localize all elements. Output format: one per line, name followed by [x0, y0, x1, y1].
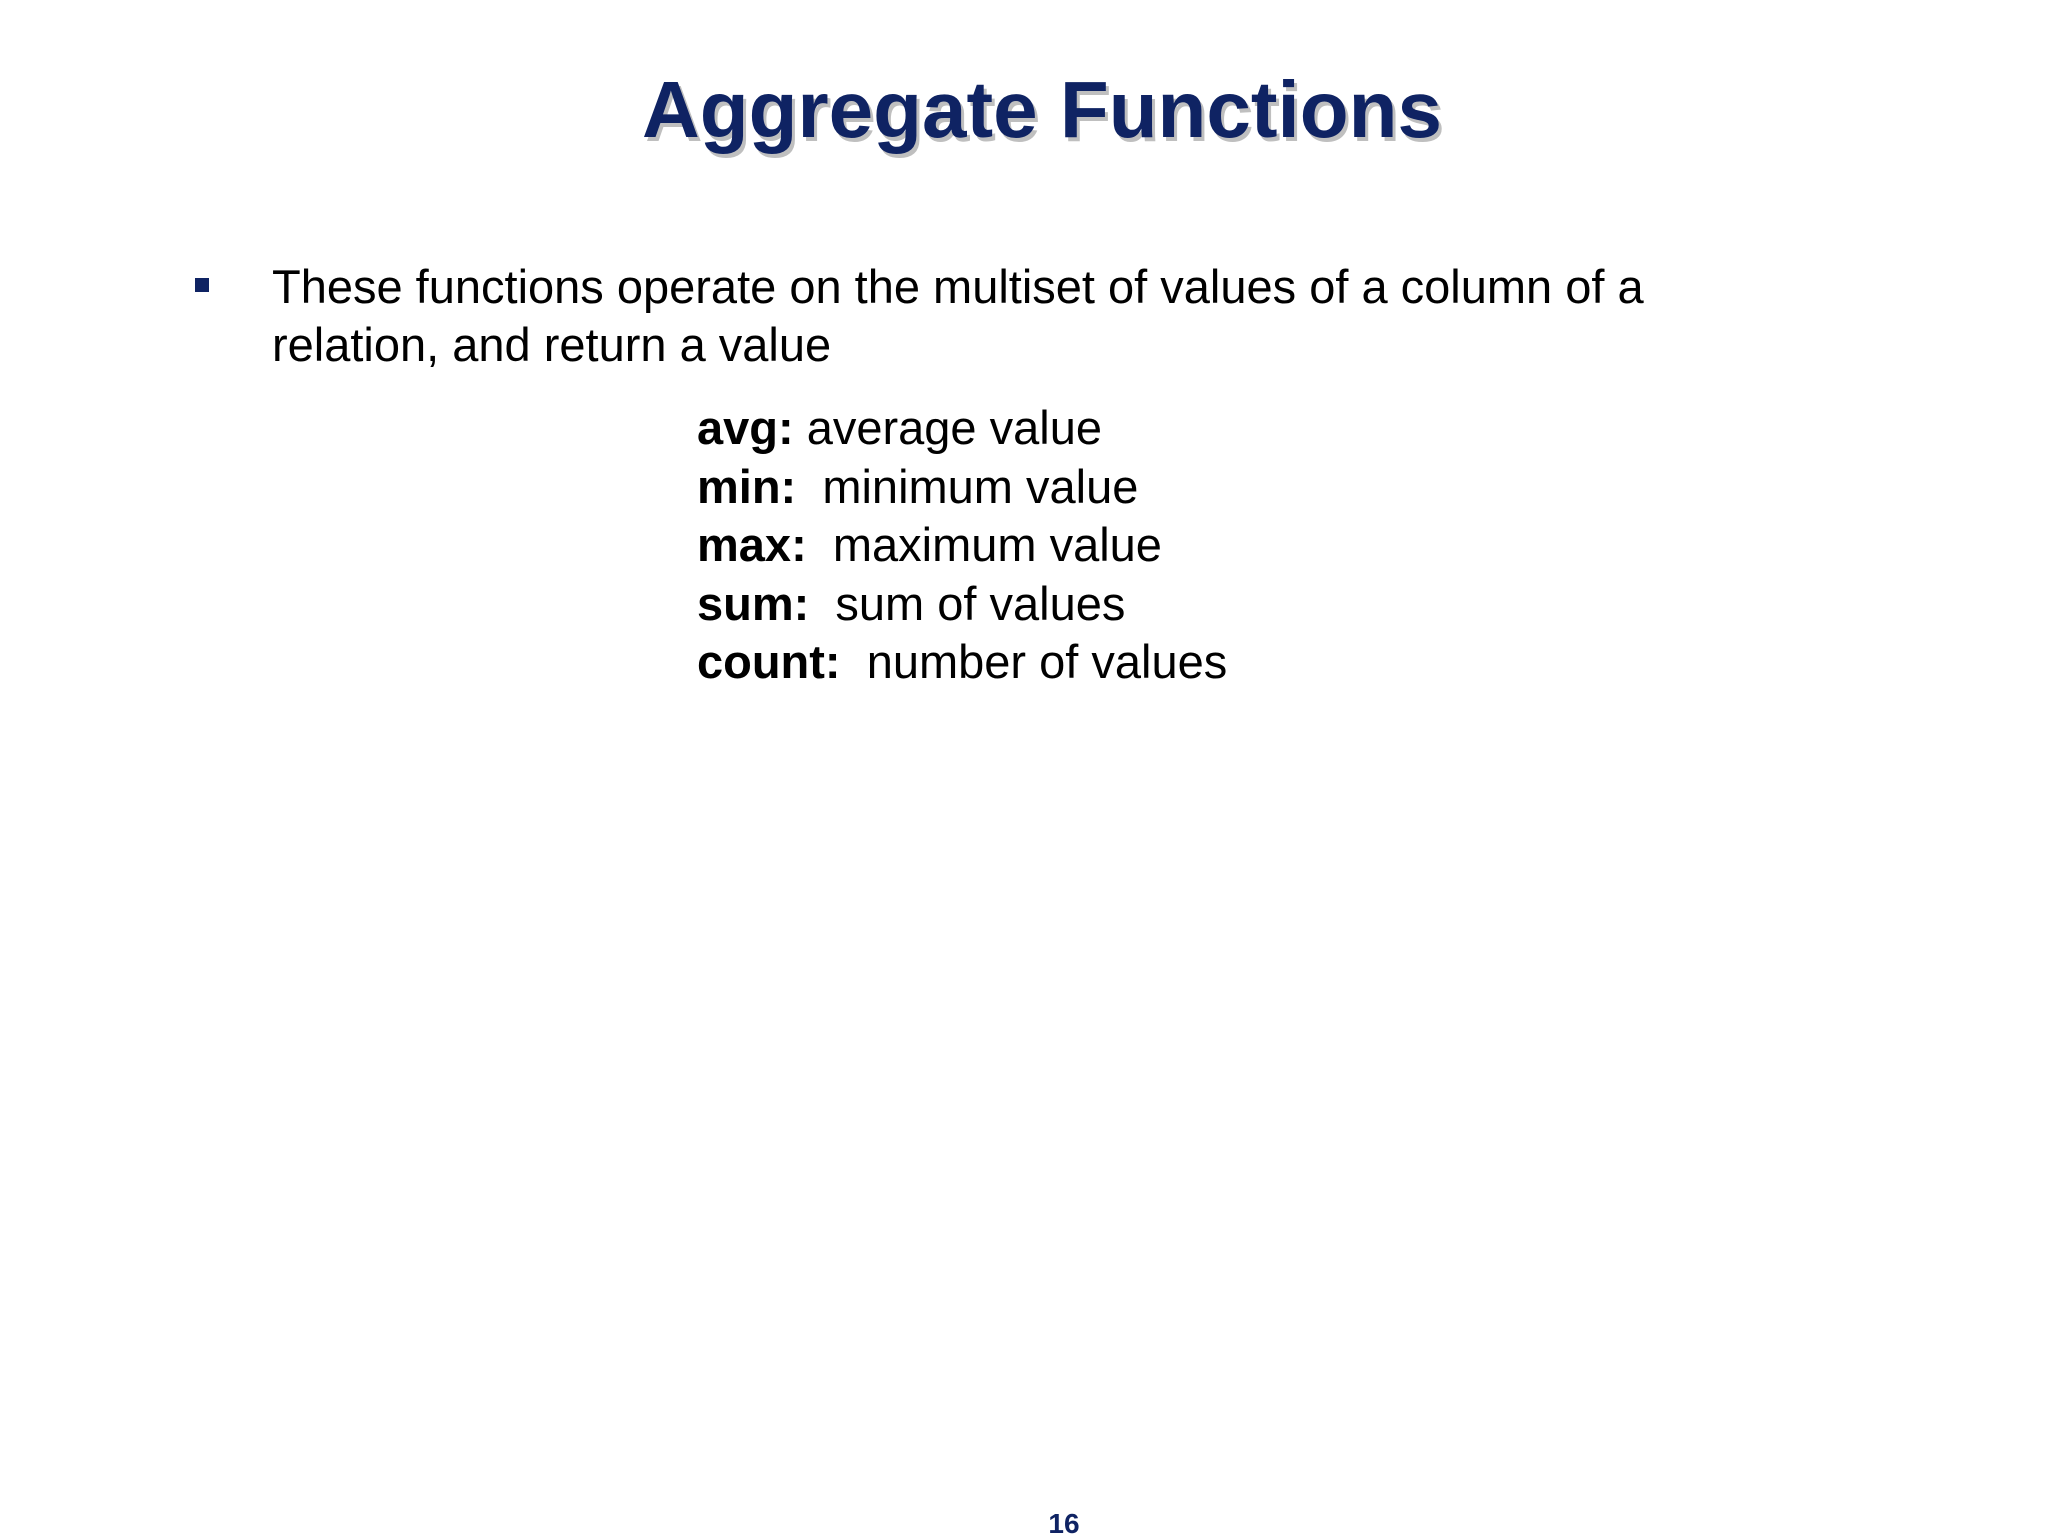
function-description: maximum value	[832, 518, 1162, 571]
function-item-count	[697, 633, 1227, 692]
function-description: number of values	[866, 635, 1228, 688]
function-item-sum	[697, 575, 1227, 634]
function-name: sum:	[697, 576, 810, 630]
function-name: max:	[697, 518, 807, 571]
square-bullet-icon	[195, 278, 209, 292]
function-name: min:	[697, 459, 797, 513]
function-separator	[796, 460, 822, 513]
function-separator	[794, 401, 807, 454]
aggregate-function-list	[697, 399, 1227, 692]
function-item-min	[697, 458, 1227, 517]
function-item-max	[697, 516, 1227, 575]
function-description: sum of values	[835, 576, 1126, 630]
slide-title: Aggregate Functions	[641, 65, 1443, 154]
bullet-text: These functions operate on the multiset of values of a column of a relation, and return a value	[272, 260, 1644, 371]
function-item-avg	[697, 399, 1227, 458]
function-separator	[807, 518, 833, 571]
function-name: count:	[697, 635, 841, 688]
function-separator	[841, 635, 867, 688]
page-number: 16	[1048, 1508, 1080, 1539]
function-name: avg:	[697, 401, 794, 454]
function-description: average value	[806, 401, 1102, 454]
function-description: minimum value	[822, 459, 1139, 513]
function-separator	[809, 577, 835, 630]
